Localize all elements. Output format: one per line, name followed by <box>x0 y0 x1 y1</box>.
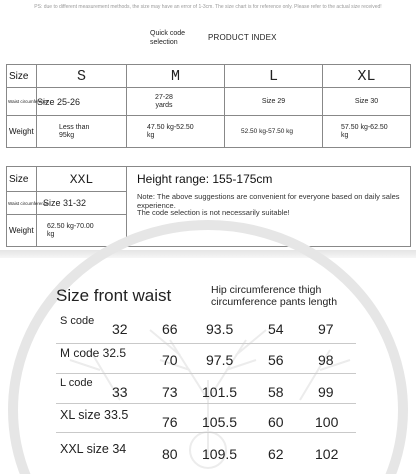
measure-header-right: Hip circumference thigh circumference pants length <box>211 284 338 308</box>
measure-length-m: 98 <box>318 352 334 368</box>
measure-waist-s: 32 <box>112 321 128 337</box>
weight-xxl-text: 62.50 kg-70.00 kg <box>47 222 94 238</box>
size-xl: XL <box>323 65 411 88</box>
size-header: Size <box>7 65 37 88</box>
row-separator <box>56 432 356 433</box>
weight-row <box>7 116 411 148</box>
note-warning: The code selection is not necessarily suitable! <box>137 208 290 217</box>
waist-row <box>7 88 411 116</box>
measure-length-xl: 100 <box>315 414 339 430</box>
measure-length-xxl: 102 <box>315 446 339 462</box>
product-index-label: PRODUCT INDEX <box>208 33 277 42</box>
size-m: M <box>127 65 225 88</box>
disclaimer-notice: PS: due to different measurement methods, the size may have an error of 1-3cm. The size chart is for reference only. Please refer to the actual size received! <box>34 4 382 10</box>
height-range: Height range: 155-175cm <box>137 172 273 186</box>
weight-xl-text: 57.50 kg-62.50 kg <box>341 123 388 139</box>
measure-hip-xl: 105.5 <box>202 414 238 430</box>
measure-row-l <box>56 376 356 404</box>
measure-row-xxl <box>56 436 356 466</box>
quick-code-line-1: Quick code <box>150 30 186 37</box>
weight-xl <box>323 116 411 148</box>
measure-row-m <box>56 346 356 374</box>
measure-row-xl <box>56 405 356 433</box>
measure-code-s: S code <box>60 315 95 327</box>
weight-s <box>37 116 127 148</box>
measure-hip-xxl: 109.5 <box>202 446 238 462</box>
waist-xxl: Size 31-32 <box>37 192 127 215</box>
measure-thigh-s: 54 <box>268 321 284 337</box>
weight-l-text: 52.50 kg-57.50 kg <box>241 127 294 135</box>
section-divider-band <box>0 250 416 258</box>
xxl-size-row <box>7 167 411 192</box>
measure-length-l: 99 <box>318 384 334 400</box>
measure-hip-m: 97.5 <box>206 352 234 368</box>
waist-l: Size 29 <box>225 88 323 116</box>
measure-front-l: 73 <box>162 384 178 400</box>
size-xxl: XXL <box>37 167 127 192</box>
waist-s: Size 25-26 <box>37 88 127 116</box>
waist-m <box>127 88 225 116</box>
weight-s-text: Less than 95kg <box>59 123 90 139</box>
measure-code-m: M code 32.5 <box>60 346 127 360</box>
note-text: Note: The above suggestions are convenient for everyone based on daily sales experience. <box>137 192 400 210</box>
xxl-size-header: Size <box>7 167 37 192</box>
measure-thigh-l: 58 <box>268 384 284 400</box>
row-separator <box>56 373 356 374</box>
measure-waist-l: 33 <box>112 384 128 400</box>
size-table-xxl <box>6 166 411 247</box>
quick-code-line-2: selection <box>150 39 178 46</box>
measure-thigh-m: 56 <box>268 352 284 368</box>
measure-thigh-xxl: 62 <box>268 446 284 462</box>
measure-length-s: 97 <box>318 321 334 337</box>
quick-code-label <box>150 29 185 47</box>
measure-code-xxl: XXL size 34 <box>60 442 127 456</box>
weight-header: Weight <box>7 116 37 148</box>
size-l: L <box>225 65 323 88</box>
weight-xxl <box>37 215 127 247</box>
measure-row-s <box>56 316 356 344</box>
measure-front-m: 70 <box>162 352 178 368</box>
size-s: S <box>37 65 127 88</box>
measure-thigh-xl: 60 <box>268 414 284 430</box>
measure-hip-l: 101.5 <box>202 384 238 400</box>
measure-hip-s: 93.5 <box>206 321 234 337</box>
size-row <box>7 65 411 88</box>
weight-m-text: 47.50 kg-52.50 kg <box>147 123 194 139</box>
measure-front-xl: 76 <box>162 414 178 430</box>
measure-front-xxl: 80 <box>162 446 178 462</box>
row-separator <box>56 343 356 344</box>
row-separator <box>56 403 356 404</box>
measure-code-xl: XL size 33.5 <box>60 408 129 422</box>
xxl-weight-header: Weight <box>7 215 37 247</box>
measure-title: Size front waist <box>56 286 172 305</box>
waist-header: Waist circumference <box>7 88 37 116</box>
xxl-waist-header: Waist circumference <box>7 192 37 215</box>
waist-xl: Size 30 <box>323 88 411 116</box>
measure-code-l: L code <box>60 377 93 389</box>
measure-front-s: 66 <box>162 321 178 337</box>
weight-m <box>127 116 225 148</box>
weight-l <box>225 116 323 148</box>
waist-m-text: 27-28 yards <box>155 93 173 109</box>
size-table-main <box>6 64 411 148</box>
